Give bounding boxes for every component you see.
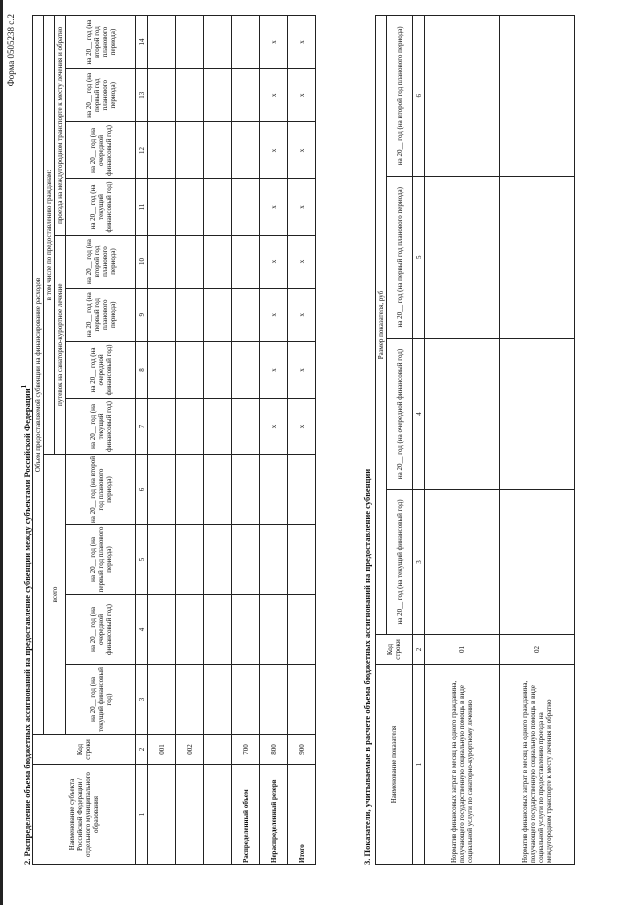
row-code: 002: [176, 735, 204, 765]
section2-title-text: 2. Распределение объема бюджетных ассигнований на предоставление субвенции между субъектами Российской Федерации: [21, 388, 32, 865]
value-cell[interactable]: [148, 122, 176, 179]
value-cell[interactable]: [204, 398, 232, 454]
s2-colnum: 10: [136, 235, 148, 288]
hdr-code: Код строки: [33, 735, 136, 765]
table-row: [260, 16, 288, 865]
value-cell[interactable]: [500, 16, 575, 177]
row-code: [204, 735, 232, 765]
s2-colnum: 14: [136, 16, 148, 69]
hdr-spa-next: на 20__ год (на очередной финансовый год): [66, 341, 136, 398]
hdr-total: всего: [44, 455, 66, 735]
value-cell[interactable]: [204, 16, 232, 69]
value-cell[interactable]: [232, 525, 260, 595]
s2-colnum: 4: [136, 595, 148, 665]
form-code: Форма 0505238 с.2: [6, 14, 16, 87]
value-cell: x: [288, 122, 316, 179]
hdr-spa-cur: на 20__ год (на текущий финансовый год): [66, 398, 136, 454]
indicator-name: Норматив финансовых затрат в месяц на одного гражданина, получающего государственную социальную помощь в виде социальной услуги по санаторно-курортному лечению: [425, 665, 500, 865]
value-cell[interactable]: [176, 455, 204, 525]
section3-body: [425, 16, 575, 865]
value-cell[interactable]: [176, 235, 204, 288]
s3-hdr-size: Размер показателя, руб: [376, 16, 387, 635]
footnote-mark: 1: [20, 384, 28, 389]
s3-colnum: 2: [413, 635, 425, 665]
value-cell[interactable]: [288, 665, 316, 735]
row-subject-name[interactable]: [176, 765, 204, 865]
value-cell[interactable]: [176, 16, 204, 69]
value-cell: x: [288, 288, 316, 341]
value-cell: x: [288, 179, 316, 235]
row-subject-name[interactable]: Нераспределенный резерв: [260, 765, 288, 865]
table-row: [204, 16, 232, 865]
value-cell[interactable]: [500, 339, 575, 490]
value-cell[interactable]: [204, 525, 232, 595]
s2-colnum: 3: [136, 665, 148, 735]
table-row: [288, 16, 316, 865]
hdr-travel-cur: на 20__ год (на текущий финансовый год): [66, 179, 136, 235]
value-cell[interactable]: [260, 665, 288, 735]
value-cell: x: [260, 235, 288, 288]
value-cell[interactable]: [204, 179, 232, 235]
value-cell[interactable]: [148, 398, 176, 454]
value-cell[interactable]: [176, 179, 204, 235]
value-cell[interactable]: [176, 288, 204, 341]
value-cell[interactable]: [288, 455, 316, 525]
value-cell[interactable]: [260, 525, 288, 595]
s2-colnum: 1: [136, 765, 148, 865]
s3-colnum: 1: [413, 665, 425, 865]
row-code: 800: [260, 735, 288, 765]
value-cell: x: [260, 398, 288, 454]
value-cell[interactable]: [425, 489, 500, 634]
value-cell[interactable]: [232, 341, 260, 398]
value-cell[interactable]: [288, 595, 316, 665]
hdr-travel: проезда на междугородном транспорте к месту лечения и обратно: [55, 16, 66, 236]
value-cell[interactable]: [232, 288, 260, 341]
value-cell[interactable]: [148, 595, 176, 665]
value-cell[interactable]: [260, 595, 288, 665]
s2-colnum: 6: [136, 455, 148, 525]
s2-colnum: 11: [136, 179, 148, 235]
value-cell[interactable]: [232, 179, 260, 235]
value-cell[interactable]: [204, 665, 232, 735]
value-cell: x: [260, 122, 288, 179]
section3-table: [375, 15, 575, 865]
value-cell[interactable]: [148, 455, 176, 525]
hdr-incl: в том числе по предоставлению гражданам:: [44, 16, 55, 455]
value-cell: x: [260, 288, 288, 341]
section2-column-numbers: [136, 16, 148, 865]
value-cell[interactable]: [204, 288, 232, 341]
value-cell[interactable]: [232, 398, 260, 454]
value-cell: x: [288, 69, 316, 122]
value-cell[interactable]: [204, 595, 232, 665]
value-cell[interactable]: [232, 16, 260, 69]
value-cell[interactable]: [204, 455, 232, 525]
s2-colnum: 5: [136, 525, 148, 595]
row-code: 02: [500, 635, 575, 665]
s3-hdr-name: Наименование показателя: [376, 665, 413, 865]
hdr-spa: путевок на санаторно-курортное лечение: [55, 235, 66, 454]
value-cell[interactable]: [176, 69, 204, 122]
value-cell[interactable]: [176, 665, 204, 735]
s2-colnum: 13: [136, 69, 148, 122]
value-cell[interactable]: [176, 595, 204, 665]
value-cell[interactable]: [204, 122, 232, 179]
hdr-total-cur: на 20__ год (на текущий финансовый год): [66, 665, 136, 735]
s2-colnum: 8: [136, 341, 148, 398]
table-row: [176, 16, 204, 865]
s2-colnum: 7: [136, 398, 148, 454]
hdr-subject: Наименование субъекта Российской Федерации / отдельного муниципального образования: [33, 765, 136, 865]
value-cell: x: [260, 69, 288, 122]
value-cell[interactable]: [260, 455, 288, 525]
table-row: [232, 16, 260, 865]
value-cell[interactable]: [176, 122, 204, 179]
value-cell[interactable]: [176, 525, 204, 595]
row-subject-name[interactable]: Распределенный объем: [232, 765, 260, 865]
row-code: 700: [232, 735, 260, 765]
s3-hdr-code: Код строки: [376, 635, 413, 665]
table-row: [425, 16, 500, 865]
value-cell[interactable]: [148, 525, 176, 595]
value-cell[interactable]: [148, 288, 176, 341]
table-row: [500, 16, 575, 865]
s3-hdr-c6: на 20__ год (на второй год планового периода): [387, 16, 413, 177]
value-cell[interactable]: [500, 176, 575, 338]
s3-hdr-c3: на 20__ год (на текущий финансовый год): [387, 489, 413, 634]
value-cell: x: [260, 341, 288, 398]
value-cell: x: [260, 16, 288, 69]
value-cell[interactable]: [425, 16, 500, 177]
hdr-table-title: Объем предоставляемой субвенции на финансирование расходов: [33, 16, 44, 735]
value-cell[interactable]: [204, 341, 232, 398]
value-cell[interactable]: [176, 341, 204, 398]
hdr-total-next: на 20__ год (на очередной финансовый год): [66, 595, 136, 665]
s3-hdr-c4: на 20__ год (на очередной финансовый год): [387, 339, 413, 490]
value-cell: x: [288, 398, 316, 454]
hdr-total-p2: на 20__ год (на второй год планового периода): [66, 455, 136, 525]
s3-hdr-c5: на 20__ год (на первый год планового периода): [387, 176, 413, 338]
value-cell[interactable]: [500, 489, 575, 634]
section2-table: [32, 15, 316, 865]
row-code: 900: [288, 735, 316, 765]
value-cell: x: [288, 235, 316, 288]
value-cell[interactable]: [148, 16, 176, 69]
section3-title: 3. Показатели, учитываемые в расчете объема бюджетных ассигнований на предоставление субвенции: [362, 468, 372, 865]
row-code: 01: [425, 635, 500, 665]
s3-colnum: 5: [413, 176, 425, 338]
value-cell[interactable]: [148, 235, 176, 288]
value-cell[interactable]: [148, 665, 176, 735]
value-cell[interactable]: [148, 69, 176, 122]
value-cell[interactable]: [148, 341, 176, 398]
hdr-spa-p2: на 20__ год (на второй год планового периода): [66, 235, 136, 288]
value-cell[interactable]: [176, 398, 204, 454]
row-subject-name[interactable]: [204, 765, 232, 865]
s3-colnum: 3: [413, 489, 425, 634]
hdr-travel-p1: на 20__ год (на первый год планового периода): [66, 69, 136, 122]
hdr-total-p1: на 20__ год (на первый год планового периода): [66, 525, 136, 595]
value-cell[interactable]: [204, 235, 232, 288]
hdr-spa-p1: на 20__ год (на первый год планового периода): [66, 288, 136, 341]
value-cell[interactable]: [148, 179, 176, 235]
value-cell[interactable]: [288, 525, 316, 595]
value-cell[interactable]: [232, 122, 260, 179]
value-cell[interactable]: [232, 455, 260, 525]
value-cell: x: [288, 16, 316, 69]
value-cell[interactable]: [425, 176, 500, 338]
value-cell: x: [260, 179, 288, 235]
value-cell[interactable]: [232, 665, 260, 735]
value-cell[interactable]: [425, 339, 500, 490]
section2-body: [148, 16, 316, 865]
section3-column-numbers: [413, 16, 425, 865]
hdr-travel-p2: на 20__ год (на второй год планового периода): [66, 16, 136, 69]
value-cell[interactable]: [204, 69, 232, 122]
value-cell[interactable]: [232, 595, 260, 665]
s2-colnum: 12: [136, 122, 148, 179]
value-cell[interactable]: [232, 69, 260, 122]
s3-colnum: 6: [413, 16, 425, 177]
s2-colnum: 2: [136, 735, 148, 765]
indicator-name: Норматив финансовых затрат в месяц на одного гражданина, получающего государственную социальную помощь в виде социальной услуги по предоставлению проезда на междугородном транспорте к месту лечения и обратно: [500, 665, 575, 865]
hdr-travel-next: на 20__ год (на очередной финансовый год): [66, 122, 136, 179]
value-cell: x: [288, 341, 316, 398]
row-subject-name[interactable]: Итого: [288, 765, 316, 865]
s3-colnum: 4: [413, 339, 425, 490]
table-row: [148, 16, 176, 865]
section2-title: [20, 385, 32, 865]
row-code: 001: [148, 735, 176, 765]
row-subject-name[interactable]: [148, 765, 176, 865]
s2-colnum: 9: [136, 288, 148, 341]
value-cell[interactable]: [232, 235, 260, 288]
